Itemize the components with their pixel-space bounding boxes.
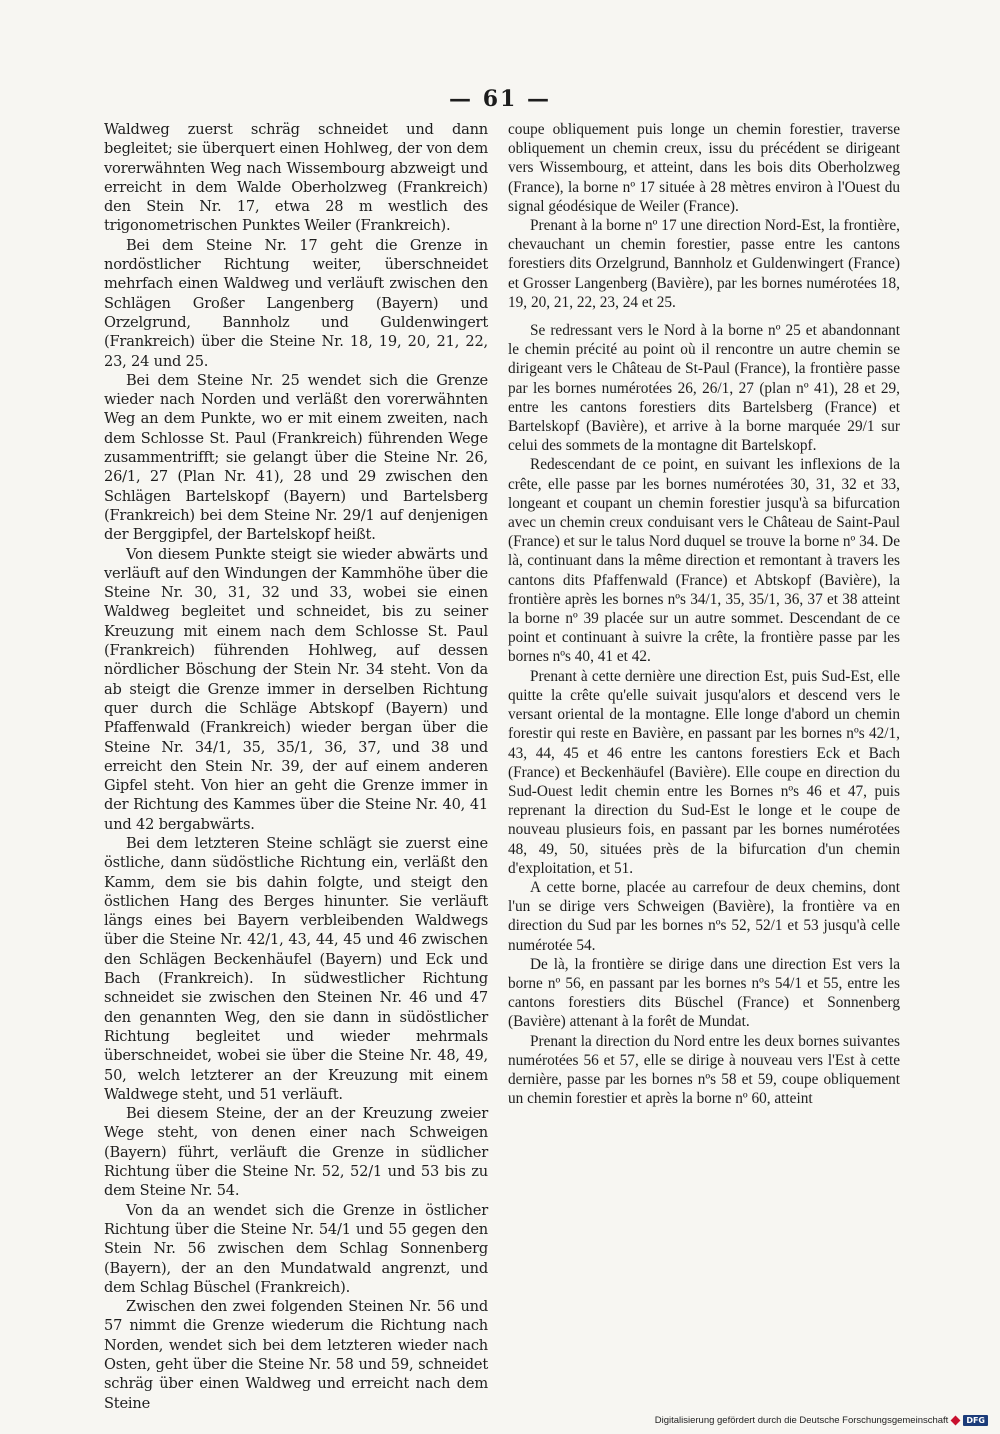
german-paragraph: Bei diesem Steine, der an der Kreuzung zweier Wege steht, von denen einer nach Schweigen (Bayern) führt, verläuft die Grenze in südlicher Richtung über die Steine Nr. 52, 52/1 und 53 bis zu dem Steine Nr. 54. (104, 1105, 488, 1200)
dfg-diamond-icon (951, 1416, 961, 1426)
german-paragraph: Bei dem Steine Nr. 25 wendet sich die Grenze wieder nach Norden und verläßt den vorerwähnten Weg an dem Punkte, wo er mit einem zweiten, nach dem Schlosse St. Paul (Frankreich) führenden Wege zusammentrifft; sie gelangt über die Steine Nr. 26, 26/1, 27 (Plan Nr. 41), 28 und 29 zwischen den Schlägen Bartelskopf (Bayern) und Bartelsberg (Frankreich) bei dem Steine Nr. 29/1 auf denjenigen der Berggipfel, der Bartelskopf heißt. (104, 371, 488, 544)
credit-text: Digitalisierung gefördert durch die Deutsche Forschungsgemeinschaft (654, 1415, 949, 1426)
german-paragraph: Von da an wendet sich die Grenze in östlicher Richtung über die Steine Nr. 54/1 und 55 gegen den Stein Nr. 56 zwischen dem Schlag Sonnenberg (Bayern), der an den Mundatwald angrenzt, und dem Schlag Büschel (Frankreich). (104, 1201, 488, 1296)
french-paragraph: coupe obliquement puis longe un chemin forestier, traverse obliquement un chemin creux, issu du précédent se dirigeant vers Wissembourg, et atteint, dans les bois dits Oberholzweg (France), la borne nº 17 située à 28 mètres environ à l'Ouest du signal géodésique de Weiler (France). (508, 121, 900, 215)
dfg-logo: DFG (963, 1415, 988, 1426)
digitization-credit (655, 1415, 988, 1426)
french-paragraph: De là, la frontière se dirige dans une direction Est vers la borne nº 56, en passant par les bornes nºs 54/1 et 55, entre les cantons forestiers dits Büschel (France) et Sonnenberg (Bavière) attenant à la forêt de Mundat. (508, 955, 900, 1031)
german-paragraph: Waldweg zuerst schräg schneidet und dann begleitet; sie überquert einen Hohlweg, der von dem vorerwähnten Weg nach Wissembourg abzweigt und erreicht in dem Walde Oberholzweg (Frankreich) den Stein Nr. 17, etwa 28 m westlich des trigonometrischen Punktes Weiler (Frankreich). (104, 121, 488, 235)
german-paragraph: Bei dem Steine Nr. 17 geht die Grenze in nordöstlicher Richtung weiter, überschneidet mehrfach einen Waldweg und verläuft zwischen den Schlägen Großer Langenberg (Bayern) und Orzelgrund, Bannholz und Guldenwingert (Frankreich) über die Steine Nr. 18, 19, 20, 21, 22, 23, 24 und 25. (104, 236, 488, 370)
french-paragraph: Prenant à cette dernière une direction Est, puis Sud-Est, elle quitte la crête qu'elle suivait jusqu'alors et descend vers le versant oriental de la montagne. Elle longe d'abord un chemin forestir qui reste en Bavière, en passant par les bornes nºs 42/1, 43, 44, 45 et 46 entre les cantons forestiers Eck et Bach (France) et Beckenhäufel (Bavière). Elle coupe en direction du Sud-Ouest ledit chemin entre les Bornes nºs 46 et 47, puis reprenant la direction du Sud-Est le longe et le coupe de nouveau plusieurs fois, en passant par les bornes numérotées 48, 49, 50, situées près de la bifurcation d'un chemin d'exploitation, et 51. (508, 667, 900, 877)
french-paragraph: Se redressant vers le Nord à la borne nº 25 et abandonnant le chemin précité au point où il rencontre un autre chemin se dirigeant vers le Château de St-Paul (France), la frontière passe par les bornes numérotées 26, 26/1, 27 (plan nº 41), 28 et 29, entre les cantons forestiers dits Bartelsberg (France) et Bartelskopf (Bavière), et arrive à la borne marquée 29/1 sur celui des sommets de la montagne dit Bartelskopf. (508, 322, 900, 455)
french-paragraph: Prenant à la borne nº 17 une direction Nord-Est, la frontière, chevauchant un chemin forestier, passe entre les cantons forestiers dits Orzelgrund, Bannholz et Guldenwingert (France) et Grosser Langenberg (Bavière), par les bornes numérotées 18, 19, 20, 21, 22, 23, 24 et 25. (508, 217, 900, 311)
german-paragraph: Zwischen den zwei folgenden Steinen Nr. 56 und 57 nimmt die Grenze wiederum die Richtung nach Norden, wendet sich bei dem letzteren wieder nach Osten, geht über die Steine Nr. 58 und 59, schneidet schräg über einen Waldweg und erreicht nach dem Steine (104, 1298, 488, 1412)
page-number: — 61 — (449, 86, 551, 112)
german-paragraph: Bei dem letzteren Steine schlägt sie zuerst eine östliche, dann südöstliche Richtung ein, verläßt den Kamm, dem sie bis dahin folgte, und steigt den östlichen Hang des Berges hinunter. Sie verläuft längs eines bei Bayern verbleibenden Waldwegs über die Steine Nr. 42/1, 43, 44, 45 und 46 zwischen den Schlägen Beckenhäufel (Bayern) und Eck und Bach (Frankreich). In südwestlicher Richtung schneidet sie zwischen den Steinen Nr. 46 und 47 den genannten Weg, den sie dann in südöstlicher Richtung begleitet und wieder mehrmals überschneidet, wobei sie über die Steine Nr. 48, 49, 50, welch letzterer an der Kreuzung mit einem Waldwege steht, und 51 verläuft. (104, 834, 488, 1103)
french-paragraph: Prenant la direction du Nord entre les deux bornes suivantes numérotées 56 et 57, elle se dirige à nouveau vers l'Est à cette dernière, passe par les bornes nºs 58 et 59, coupe obliquement un chemin forestier et après la borne nº 60, atteint (508, 1032, 900, 1108)
french-paragraph: A cette borne, placée au carrefour de deux chemins, dont l'un se dirige vers Schweigen (Bavière), la frontière va en direction du Sud par les bornes nºs 52, 52/1 et 53 jusqu'à celle numérotée 54. (508, 878, 900, 954)
french-column (508, 120, 900, 1108)
french-paragraph: Redescendant de ce point, en suivant les inflexions de la crête, elle passe par les bornes numérotées 30, 31, 32 et 33, longeant et coupant un chemin forestier jusqu'à sa bifurcation avec un chemin creux conduisant vers le Château de Saint-Paul (France) et sur le talus Nord duquel se trouve la borne nº 34. De là, continuant dans la même direction et remontant à travers les cantons dits Pfaffenwald (France) et Abtskopf (Bavière), la frontière après les bornes nºs 34/1, 35, 35/1, 36, 37 et 38 atteint la borne nº 39 placée sur un autre sommet. Descendant de ce point et continuant à suivre la crête, la frontière passe par les bornes nºs 40, 41 et 42. (508, 456, 900, 666)
german-paragraph: Von diesem Punkte steigt sie wieder abwärts und verläuft auf den Windungen der Kammhöhe über die Steine Nr. 30, 31, 32 und 33, wobei sie einen Waldweg begleitet und schneidet, bis zu seiner Kreuzung mit einem nach dem Schlosse St. Paul (Frankreich) führenden Hohlweg, auf dessen nördlicher Böschung der Stein Nr. 34 steht. Von da ab steigt die Grenze immer in derselben Richtung quer durch die Schläge Abtskopf (Bayern) und Pfaffenwald (Frankreich) wieder bergan über die Steine Nr. 34/1, 35, 35/1, 36, 37, und 38 und erreicht den Stein Nr. 39, der auf einem anderen Gipfel steht. Von hier an geht die Grenze immer in der Richtung des Kammes über die Steine Nr. 40, 41 und 42 bergabwärts. (104, 545, 488, 833)
german-column (104, 120, 488, 1413)
